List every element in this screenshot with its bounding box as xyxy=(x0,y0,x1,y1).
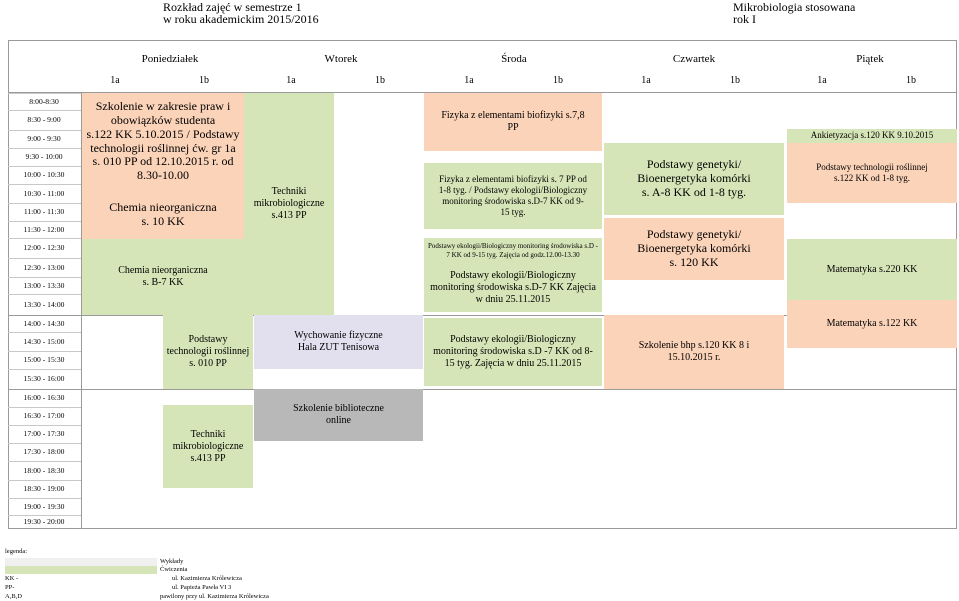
class-mon-chemistry-exercise[interactable] xyxy=(82,239,244,315)
time-slot-label: 19:30 - 20:00 xyxy=(23,517,65,526)
class-line: Szkolenie w zakresie praw i xyxy=(95,99,231,114)
class-wed-physics-ecology[interactable] xyxy=(424,163,602,229)
class-line: s. B-7 KK xyxy=(142,277,184,288)
academic-year: w roku akademickim 2015/2016 xyxy=(163,12,319,26)
time-slot-label: 18:30 - 19:00 xyxy=(23,484,65,493)
class-mon-plant-technology[interactable] xyxy=(163,315,253,389)
group-header: 1a xyxy=(641,75,651,86)
semester-title: Rozkład zajęć w semestrze 1 xyxy=(163,0,302,14)
time-slot-label: 15:00 - 15:30 xyxy=(23,355,65,364)
time-slot-label: 14:30 - 15:00 xyxy=(23,337,65,346)
time-row-line xyxy=(8,480,82,481)
time-slot-label: 16:30 - 17:00 xyxy=(23,411,65,420)
legend-abd-value: pawilony przy ul. Kazimierza Królewicza xyxy=(160,593,269,600)
time-slot-label: 8:30 - 9:00 xyxy=(27,115,61,124)
class-thu-bhp-training[interactable] xyxy=(604,315,784,389)
class-line: w dniu 25.11.2015 xyxy=(475,294,551,305)
time-slot-label: 13:00 - 13:30 xyxy=(23,281,65,290)
time-slot-label: 9:00 - 9:30 xyxy=(27,134,61,143)
legend-kk-label: KK - xyxy=(5,575,19,582)
class-line: s. 010 PP xyxy=(189,358,227,369)
group-header: 1a xyxy=(817,75,827,86)
group-header: 1b xyxy=(199,75,209,86)
class-thu-genetics-1[interactable] xyxy=(604,143,784,215)
class-line: PP xyxy=(507,122,519,133)
time-slot-label: 14:00 - 14:30 xyxy=(23,319,65,328)
class-line: 7 KK od 9-15 tyg. Zajęcia od godz.12.00-13.30 xyxy=(446,251,580,259)
class-line: Podstawy ekologii/Biologiczny xyxy=(450,270,576,281)
legend-exercises: Ćwiczenia xyxy=(160,566,188,573)
class-line: online xyxy=(326,415,351,426)
class-line: Chemia nieorganiczna xyxy=(109,199,217,214)
legend-lectures: Wykłady xyxy=(160,558,184,565)
class-line: Podstawy genetyki/ xyxy=(646,227,742,242)
time-row-line xyxy=(8,332,82,333)
class-line: mikrobiologiczne xyxy=(253,198,325,209)
group-header: 1b xyxy=(375,75,385,86)
time-slot-label: 9:30 - 10:00 xyxy=(25,152,63,161)
class-line: s. 010 PP od 12.10.2015 r. od xyxy=(92,154,234,169)
class-wed-physics[interactable] xyxy=(424,93,602,151)
time-row-line xyxy=(8,184,82,185)
group-header: 1a xyxy=(464,75,474,86)
class-line: 15.10.2015 r. xyxy=(667,352,721,363)
class-line: s. A-8 KK od 1-8 tyg. xyxy=(641,184,747,199)
time-row-line xyxy=(8,258,82,259)
class-line: 15 tyg. xyxy=(500,207,526,218)
class-line: monitoring środowiska s.D -7 KK od 8- xyxy=(433,346,593,357)
time-row-line xyxy=(8,369,82,370)
time-row-line xyxy=(8,461,82,462)
class-line: s.413 PP xyxy=(271,210,307,221)
class-line: s. 10 KK xyxy=(141,213,185,228)
group-header: 1b xyxy=(730,75,740,86)
time-slot-label: 16:00 - 16:30 xyxy=(23,393,65,402)
time-slot-label: 8:00-8:30 xyxy=(29,97,59,106)
class-line: Fizyka z elementami biofizyki s. 7 PP od xyxy=(439,173,587,184)
class-fri-plant-technology[interactable] xyxy=(787,143,957,203)
class-fri-survey[interactable] xyxy=(787,129,957,143)
time-row-line xyxy=(8,294,82,295)
day-monday: Poniedziałek xyxy=(141,53,199,65)
time-slot-label: 17:30 - 18:00 xyxy=(23,447,65,456)
class-line: monitoring środowiska s.D-7 KK od 9- xyxy=(442,196,584,206)
class-mon-chemistry-lecture[interactable] xyxy=(82,190,244,239)
class-fri-math-1[interactable] xyxy=(787,239,957,300)
group-header: 1b xyxy=(906,75,916,86)
class-line: obowiązków studenta xyxy=(110,112,216,127)
class-line: Ankietyzacja s.120 KK 9.10.2015 xyxy=(810,130,934,141)
class-line: Chemia nieorganiczna xyxy=(118,265,208,276)
time-slot-label: 17:00 - 17:30 xyxy=(23,429,65,438)
legend-title: legenda: xyxy=(5,548,28,555)
class-line: technologii roślinnej ćw. gr 1a xyxy=(90,140,236,155)
class-wed-ecology-note[interactable] xyxy=(424,238,602,264)
class-wed-ecology-1[interactable] xyxy=(424,264,602,312)
class-line: Szkolenie biblioteczne xyxy=(293,403,384,414)
class-line: Podstawy technologii roślinnej xyxy=(816,161,928,172)
class-line: Podstawy xyxy=(188,334,228,345)
class-line: Hala ZUT Tenisowa xyxy=(297,342,380,353)
time-slot-label: 13:30 - 14:00 xyxy=(23,300,65,309)
time-slot-label: 10:30 - 11:00 xyxy=(23,189,65,198)
time-slot-label: 12:00 - 12:30 xyxy=(23,243,65,252)
time-row-line xyxy=(8,498,82,499)
class-line: monitoring środowiska s.D-7 KK Zajęcia xyxy=(430,282,596,293)
section-divider xyxy=(8,389,957,390)
day-friday: Piątek xyxy=(856,53,884,65)
day-thursday: Czwartek xyxy=(672,53,716,65)
class-line: Podstawy ekologii/Biologiczny xyxy=(450,334,576,345)
time-row-line xyxy=(8,238,82,239)
time-row-line xyxy=(8,203,82,204)
class-line: 8.30-10.00 xyxy=(137,168,189,183)
time-row-line xyxy=(8,148,82,149)
program-name: Mikrobiologia stosowana xyxy=(733,0,856,14)
time-slot-label: 11:00 - 11:30 xyxy=(23,207,65,216)
class-line: mikrobiologiczne xyxy=(172,440,244,452)
class-line: Matematyka s.220 KK xyxy=(826,263,918,275)
class-line: Fizyka z elementami biofizyki s.7,8 xyxy=(441,110,585,121)
class-line: Podstawy ekologii/Biologiczny monitoring środowiska s.D - xyxy=(428,241,598,250)
class-line: s.413 PP xyxy=(190,452,226,464)
group-header: 1b xyxy=(553,75,563,86)
time-row-line xyxy=(8,221,82,222)
time-row-line xyxy=(8,130,82,131)
day-wednesday: Środa xyxy=(501,53,527,65)
class-tue-techniques[interactable] xyxy=(244,93,334,315)
legend-exercise-swatch xyxy=(5,566,157,574)
legend-lecture-swatch xyxy=(5,558,157,566)
time-row-line xyxy=(8,515,82,516)
time-row-line xyxy=(8,443,82,444)
legend-kk-value: ul. Kazimierza Królewicza xyxy=(172,575,242,582)
time-slot-label: 19:00 - 19:30 xyxy=(23,502,65,511)
class-line: s.122 KK 5.10.2015 / Podstawy xyxy=(86,126,240,141)
time-row-line xyxy=(8,351,82,352)
time-row-line xyxy=(8,166,82,167)
class-line: Podstawy genetyki/ xyxy=(646,157,742,172)
legend-abd-label: A,B,D xyxy=(5,593,22,600)
class-line: Techniki xyxy=(271,186,307,197)
class-line: Bioenergetyka komórki xyxy=(637,241,751,256)
time-slot-label: 12:30 - 13:00 xyxy=(23,263,65,272)
class-line: Techniki xyxy=(190,428,226,440)
class-line: s.122 KK od 1-8 tyg. xyxy=(834,173,910,183)
time-row-line xyxy=(8,407,82,408)
day-tuesday: Wtorek xyxy=(324,53,358,65)
time-row-line xyxy=(8,277,82,278)
class-line: 1-8 tyg. / Podstawy ekologii/Biologiczny xyxy=(438,184,588,195)
class-mon-techniques[interactable] xyxy=(163,405,253,488)
class-line: 15 tyg. Zajęcia w dniu 25.11.2015 xyxy=(444,358,582,369)
class-fri-math-2[interactable] xyxy=(787,300,957,348)
class-tue-physical-education[interactable] xyxy=(254,315,423,369)
class-wed-ecology-2[interactable] xyxy=(424,318,602,386)
time-row-line xyxy=(8,93,82,94)
class-line: Matematyka s.122 KK xyxy=(826,318,918,329)
time-slot-label: 15:30 - 16:00 xyxy=(23,374,65,383)
class-line: technologii roślinnej xyxy=(166,346,250,357)
time-row-line xyxy=(8,425,82,426)
legend-pp-value: ul. Papieża Pawła VI 3 xyxy=(172,584,232,591)
time-slot-label: 10:00 - 10:30 xyxy=(23,170,65,179)
time-slot-label: 11:30 - 12:00 xyxy=(23,225,65,234)
time-slot-label: 18:00 - 18:30 xyxy=(23,466,65,475)
legend-pp-label: PP- xyxy=(5,584,15,591)
class-line: Bioenergetyka komórki xyxy=(637,171,751,186)
group-header: 1a xyxy=(110,75,120,86)
class-mon-law-training[interactable] xyxy=(82,93,244,190)
time-row-line xyxy=(8,110,82,111)
class-tue-library-training[interactable] xyxy=(254,389,423,441)
study-year: rok I xyxy=(733,12,756,26)
class-line: Wychowanie fizyczne xyxy=(294,330,383,341)
class-line: Szkolenie bhp s.120 KK 8 i xyxy=(638,340,750,351)
group-header: 1a xyxy=(286,75,296,86)
class-line: s. 120 KK xyxy=(669,254,719,269)
class-thu-genetics-2[interactable] xyxy=(604,218,784,280)
